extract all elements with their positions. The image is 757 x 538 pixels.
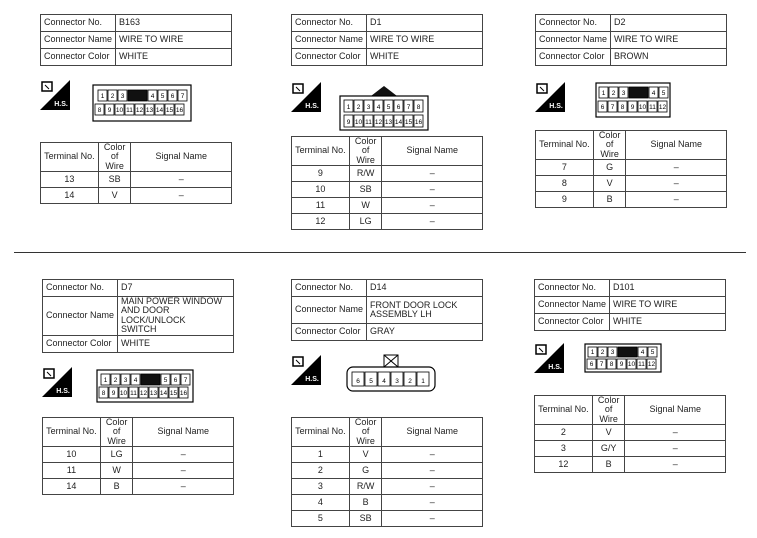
- harness-side-icon: [40, 80, 70, 110]
- pin-number: 5: [163, 377, 168, 384]
- pin-number: 6: [589, 361, 594, 368]
- pin-number: 3: [366, 104, 371, 111]
- connector-number: D14: [367, 280, 483, 297]
- table-row: 3 R/W –: [292, 479, 483, 495]
- terminal-table: Terminal No. Color of Wire Signal Name 9 R/W – 10 SB – 11 W – 12 LG –: [291, 136, 483, 230]
- pin-number: 9: [111, 390, 116, 397]
- connector-name: WIRE TO WIRE: [611, 32, 727, 49]
- connector-info-table: Connector No. D2 Connector Name WIRE TO WIRE Connector Color BROWN: [535, 14, 727, 66]
- pin-number: 16: [179, 390, 188, 397]
- connector-number: D101: [610, 280, 726, 297]
- pin-number: 15: [169, 390, 178, 397]
- pin-number: 4: [640, 349, 645, 356]
- connector-block-b163: [40, 14, 232, 201]
- connector-name: MAIN POWER WINDOW AND DOOR LOCK/UNLOCK SWITCH: [118, 297, 234, 336]
- table-row: 13 SB –: [41, 172, 232, 188]
- pin-number: 12: [658, 104, 667, 111]
- table-row: 11 W –: [292, 198, 483, 214]
- table-row: 14 V –: [41, 188, 232, 204]
- connector-color: WHITE: [610, 314, 726, 331]
- pin-number: 11: [638, 361, 645, 368]
- pin-number: 5: [369, 378, 373, 385]
- pin-number: 1: [346, 104, 351, 111]
- pin-number: 7: [183, 377, 188, 384]
- terminal-table: Terminal No. Color of Wire Signal Name 1 V – 2 G – 3 R/W – 4 B – 5 SB –: [291, 417, 483, 527]
- pin-number: 12: [374, 119, 383, 126]
- table-row: 11 W –: [43, 463, 234, 479]
- pin-number: 2: [110, 93, 115, 100]
- connector-number: D1: [367, 15, 483, 32]
- pin-number: 10: [354, 119, 363, 126]
- table-row: 7 G –: [536, 160, 727, 176]
- pin-number: 4: [150, 93, 155, 100]
- svg-text:H.S.: H.S.: [548, 364, 562, 371]
- pin-number: 16: [414, 119, 423, 126]
- svg-text:H.S.: H.S.: [56, 388, 70, 395]
- connector-color: GRAY: [367, 324, 483, 341]
- table-row: 2 G –: [292, 463, 483, 479]
- pin-number: 7: [180, 93, 185, 100]
- pin-number: 9: [107, 107, 112, 114]
- pin-number: 3: [610, 349, 615, 356]
- pin-number: 13: [384, 119, 393, 126]
- pin-number: 11: [365, 119, 372, 126]
- connector-block-d1: [291, 14, 483, 227]
- pin-number: 4: [376, 104, 381, 111]
- pin-number: 16: [175, 107, 184, 114]
- pin-number: 12: [647, 361, 656, 368]
- pin-number: 11: [126, 107, 133, 114]
- table-row: 9 B –: [536, 192, 727, 208]
- svg-text:H.S.: H.S.: [305, 376, 319, 383]
- connector-block-d7: [42, 279, 234, 492]
- pin-number: 8: [609, 361, 614, 368]
- connector-block-d2: [535, 14, 727, 205]
- pin-row-top: [599, 87, 668, 98]
- pin-number: 8: [97, 107, 102, 114]
- connector-face-diagram: [584, 343, 662, 373]
- pin-number: 3: [621, 90, 626, 97]
- pin-number: 14: [394, 119, 403, 126]
- pin-number: 2: [600, 349, 605, 356]
- table-row: 14 B –: [43, 479, 234, 495]
- terminal-table: Terminal No. Color of Wire Signal Name 13 SB – 14 V –: [40, 142, 232, 204]
- pin-number: 9: [346, 119, 351, 126]
- terminal-table: Terminal No. Color of Wire Signal Name 7 G – 8 V – 9 B –: [535, 130, 727, 208]
- connector-name: WIRE TO WIRE: [610, 297, 726, 314]
- pin-number: 5: [160, 93, 165, 100]
- connector-number: D2: [611, 15, 727, 32]
- pin-number: 2: [113, 377, 118, 384]
- pin-number: 6: [170, 93, 175, 100]
- connector-name: WIRE TO WIRE: [367, 32, 483, 49]
- pin-row-top: [101, 374, 190, 385]
- pin-row-bottom: [95, 104, 184, 115]
- pin-number: 4: [133, 377, 138, 384]
- pin-number: 8: [101, 390, 106, 397]
- pin-number: 10: [119, 390, 128, 397]
- pin-number: 5: [650, 349, 655, 356]
- pin-number: 8: [620, 104, 625, 111]
- connector-info-table: Connector No. B163 Connector Name WIRE TO WIRE Connector Color WHITE: [40, 14, 232, 66]
- table-row: 10 SB –: [292, 182, 483, 198]
- svg-text:H.S.: H.S.: [305, 103, 319, 110]
- table-row: 10 LG –: [43, 447, 234, 463]
- pin-number: 7: [610, 104, 615, 111]
- connector-color: WHITE: [367, 49, 483, 66]
- connector-face-diagram: [92, 84, 192, 122]
- svg-text:H.S.: H.S.: [54, 101, 68, 108]
- pin-number: 12: [139, 390, 148, 397]
- pin-number: 11: [649, 104, 656, 111]
- pin-number: 1: [590, 349, 595, 356]
- connector-info-table: Connector No. D101 Connector Name WIRE TO WIRE Connector Color WHITE: [534, 279, 726, 331]
- pin-number: 4: [651, 90, 656, 97]
- table-row: 2 V –: [535, 425, 726, 441]
- connector-number: D7: [118, 280, 234, 297]
- table-row: 5 SB –: [292, 511, 483, 527]
- table-row: 12 B –: [535, 457, 726, 473]
- pin-row-top: [98, 90, 187, 101]
- terminal-table: Terminal No. Color of Wire Signal Name 2 V – 3 G/Y – 12 B –: [534, 395, 726, 473]
- blocked-cavity: [128, 90, 147, 101]
- pin-row-bottom: [598, 101, 667, 112]
- blocked-cavity: [618, 347, 637, 357]
- harness-side-icon: [535, 82, 565, 112]
- pin-number: 7: [599, 361, 604, 368]
- connector-info-table: Connector No. D7 Connector Name MAIN POWER WINDOW AND DOOR LOCK/UNLOCK SWITCH Connector Color WHITE: [42, 279, 234, 353]
- pin-number: 6: [173, 377, 178, 384]
- blocked-cavity: [629, 87, 648, 98]
- pin-number: 1: [103, 377, 108, 384]
- pin-number: 15: [404, 119, 413, 126]
- pin-number: 4: [382, 378, 386, 385]
- pin-number: 5: [661, 90, 666, 97]
- pin-row-bottom: [587, 359, 656, 369]
- connector-info-table: Connector No. D1 Connector Name WIRE TO WIRE Connector Color WHITE: [291, 14, 483, 66]
- pin-number: 6: [356, 378, 360, 385]
- connector-block-d101: [534, 279, 726, 470]
- blocked-cavity: [141, 374, 160, 385]
- pin-number: 3: [120, 93, 125, 100]
- pin-number: 14: [159, 390, 168, 397]
- pin-number: 9: [619, 361, 624, 368]
- harness-side-icon: [291, 355, 321, 385]
- table-row: 12 LG –: [292, 214, 483, 230]
- pin-number: 6: [396, 104, 401, 111]
- pin-number: 2: [611, 90, 616, 97]
- pin-number: 13: [149, 390, 158, 397]
- connector-face-diagram: [345, 353, 437, 393]
- connector-block-d14: [291, 279, 483, 524]
- connector-name: WIRE TO WIRE: [116, 32, 232, 49]
- table-row: 9 R/W –: [292, 166, 483, 182]
- table-row: 1 V –: [292, 447, 483, 463]
- connector-name: FRONT DOOR LOCK ASSEMBLY LH: [367, 297, 483, 324]
- harness-side-icon: [42, 367, 72, 397]
- pin-number: 11: [130, 390, 137, 397]
- pin-number: 5: [386, 104, 391, 111]
- connector-color: WHITE: [116, 49, 232, 66]
- pin-number: 10: [638, 104, 647, 111]
- pin-number: 14: [155, 107, 164, 114]
- pin-number: 7: [406, 104, 411, 111]
- table-row: 3 G/Y –: [535, 441, 726, 457]
- pin-number: 9: [630, 104, 635, 111]
- pin-number: 3: [123, 377, 128, 384]
- harness-side-icon: [534, 343, 564, 373]
- terminal-table: Terminal No. Color of Wire Signal Name 10 LG – 11 W – 14 B –: [42, 417, 234, 495]
- pin-row-top: [588, 347, 657, 357]
- pin-number: 10: [627, 361, 636, 368]
- connector-info-table: Connector No. D14 Connector Name FRONT DOOR LOCK ASSEMBLY LH Connector Color GRAY: [291, 279, 483, 341]
- connector-face-diagram: [595, 82, 671, 118]
- harness-side-icon: [291, 82, 321, 112]
- pin-number: 1: [421, 378, 425, 385]
- pin-number: 8: [416, 104, 421, 111]
- pin-number: 1: [100, 93, 105, 100]
- pin-number: 6: [600, 104, 605, 111]
- pin-number: 3: [395, 378, 399, 385]
- connector-face-diagram: [96, 369, 194, 403]
- connector-color: BROWN: [611, 49, 727, 66]
- connector-color: WHITE: [118, 335, 234, 352]
- table-row: 4 B –: [292, 495, 483, 511]
- pin-number: 12: [135, 107, 144, 114]
- section-divider: [14, 252, 746, 253]
- connector-face-diagram: [339, 80, 429, 132]
- pin-number: 10: [115, 107, 124, 114]
- connector-number: B163: [116, 15, 232, 32]
- pin-number: 2: [356, 104, 361, 111]
- pin-number: 2: [408, 378, 412, 385]
- svg-text:H.S.: H.S.: [549, 103, 563, 110]
- pin-row-bottom: [99, 387, 188, 398]
- pin-number: 1: [601, 90, 606, 97]
- pin-number: 15: [165, 107, 174, 114]
- pin-number: 13: [145, 107, 154, 114]
- table-row: 8 V –: [536, 176, 727, 192]
